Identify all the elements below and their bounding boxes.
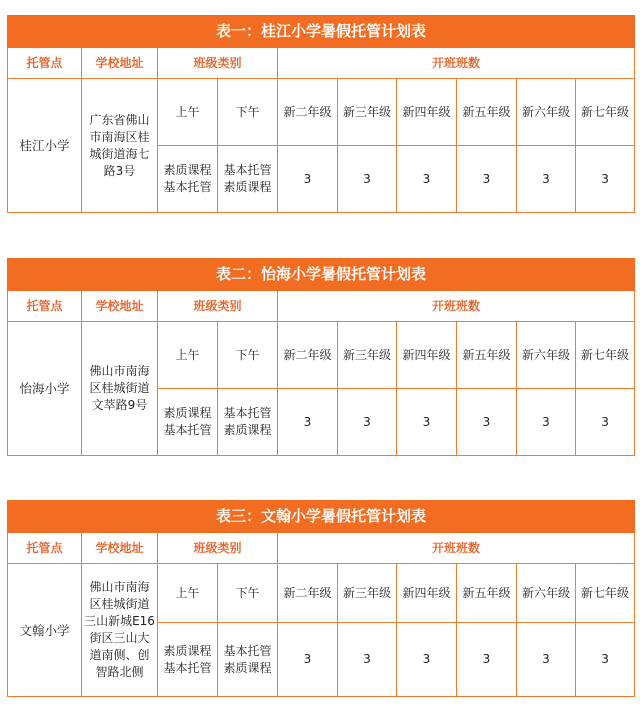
count-cell: 3: [576, 623, 635, 697]
header-address: 学校地址: [82, 533, 158, 564]
grade-cell: 新七年级: [576, 79, 635, 146]
count-cell: 3: [576, 389, 635, 456]
count-cell: 3: [457, 146, 517, 213]
grade-cell: 新五年级: [457, 79, 517, 146]
count-cell: 3: [278, 623, 338, 697]
count-cell: 3: [457, 389, 517, 456]
count-cell: 3: [397, 389, 457, 456]
grade-cell: 新七年级: [576, 564, 635, 623]
count-cell: 3: [517, 623, 576, 697]
schedule-table-1: [7, 15, 635, 213]
grade-cell: 新二年级: [278, 564, 338, 623]
count-cell: 3: [338, 623, 397, 697]
grade-cell: 新二年级: [278, 322, 338, 389]
header-category: 班级类别: [158, 48, 278, 79]
schedule-table-2: [7, 258, 635, 456]
count-cell: 3: [517, 389, 576, 456]
table-title: 表二：怡海小学暑假托管计划表: [8, 259, 635, 291]
afternoon-courses: 基本托管 素质课程: [218, 623, 278, 697]
school-name: 怡海小学: [8, 322, 82, 456]
header-site: 托管点: [8, 291, 82, 322]
header-category: 班级类别: [158, 533, 278, 564]
morning-label: 上午: [158, 79, 218, 146]
header-category: 班级类别: [158, 291, 278, 322]
grade-cell: 新六年级: [517, 79, 576, 146]
header-site: 托管点: [8, 48, 82, 79]
count-cell: 3: [338, 146, 397, 213]
school-address: 广东省佛山市南海区桂城街道海七路3号: [82, 79, 158, 213]
header-classes: 开班班数: [278, 48, 635, 79]
morning-label: 上午: [158, 322, 218, 389]
count-cell: 3: [278, 146, 338, 213]
school-address: 佛山市南海区桂城街道三山新城E16街区三山大道南侧、创智路北侧: [82, 564, 158, 697]
count-cell: 3: [338, 389, 397, 456]
morning-label: 上午: [158, 564, 218, 623]
grade-cell: 新二年级: [278, 79, 338, 146]
header-address: 学校地址: [82, 48, 158, 79]
grade-cell: 新三年级: [338, 322, 397, 389]
grade-cell: 新六年级: [517, 564, 576, 623]
afternoon-label: 下午: [218, 79, 278, 146]
grade-cell: 新四年级: [397, 564, 457, 623]
header-classes: 开班班数: [278, 291, 635, 322]
afternoon-courses: 基本托管 素质课程: [218, 146, 278, 213]
grade-cell: 新三年级: [338, 564, 397, 623]
morning-courses: 素质课程 基本托管: [158, 389, 218, 456]
grade-cell: 新四年级: [397, 322, 457, 389]
count-cell: 3: [517, 146, 576, 213]
morning-courses: 素质课程 基本托管: [158, 623, 218, 697]
school-name: 桂江小学: [8, 79, 82, 213]
morning-courses: 素质课程 基本托管: [158, 146, 218, 213]
header-address: 学校地址: [82, 291, 158, 322]
grade-cell: 新三年级: [338, 79, 397, 146]
school-name: 文翰小学: [8, 564, 82, 697]
schedule-table-3: [7, 500, 635, 697]
count-cell: 3: [576, 146, 635, 213]
afternoon-courses: 基本托管 素质课程: [218, 389, 278, 456]
count-cell: 3: [397, 623, 457, 697]
grade-cell: 新四年级: [397, 79, 457, 146]
table-title: 表三：文翰小学暑假托管计划表: [8, 501, 635, 533]
count-cell: 3: [278, 389, 338, 456]
count-cell: 3: [457, 623, 517, 697]
grade-cell: 新五年级: [457, 322, 517, 389]
header-site: 托管点: [8, 533, 82, 564]
school-address: 佛山市南海区桂城街道文萃路9号: [82, 322, 158, 456]
grade-cell: 新五年级: [457, 564, 517, 623]
count-cell: 3: [397, 146, 457, 213]
grade-cell: 新七年级: [576, 322, 635, 389]
afternoon-label: 下午: [218, 564, 278, 623]
header-classes: 开班班数: [278, 533, 635, 564]
grade-cell: 新六年级: [517, 322, 576, 389]
afternoon-label: 下午: [218, 322, 278, 389]
table-title: 表一：桂江小学暑假托管计划表: [8, 16, 635, 48]
